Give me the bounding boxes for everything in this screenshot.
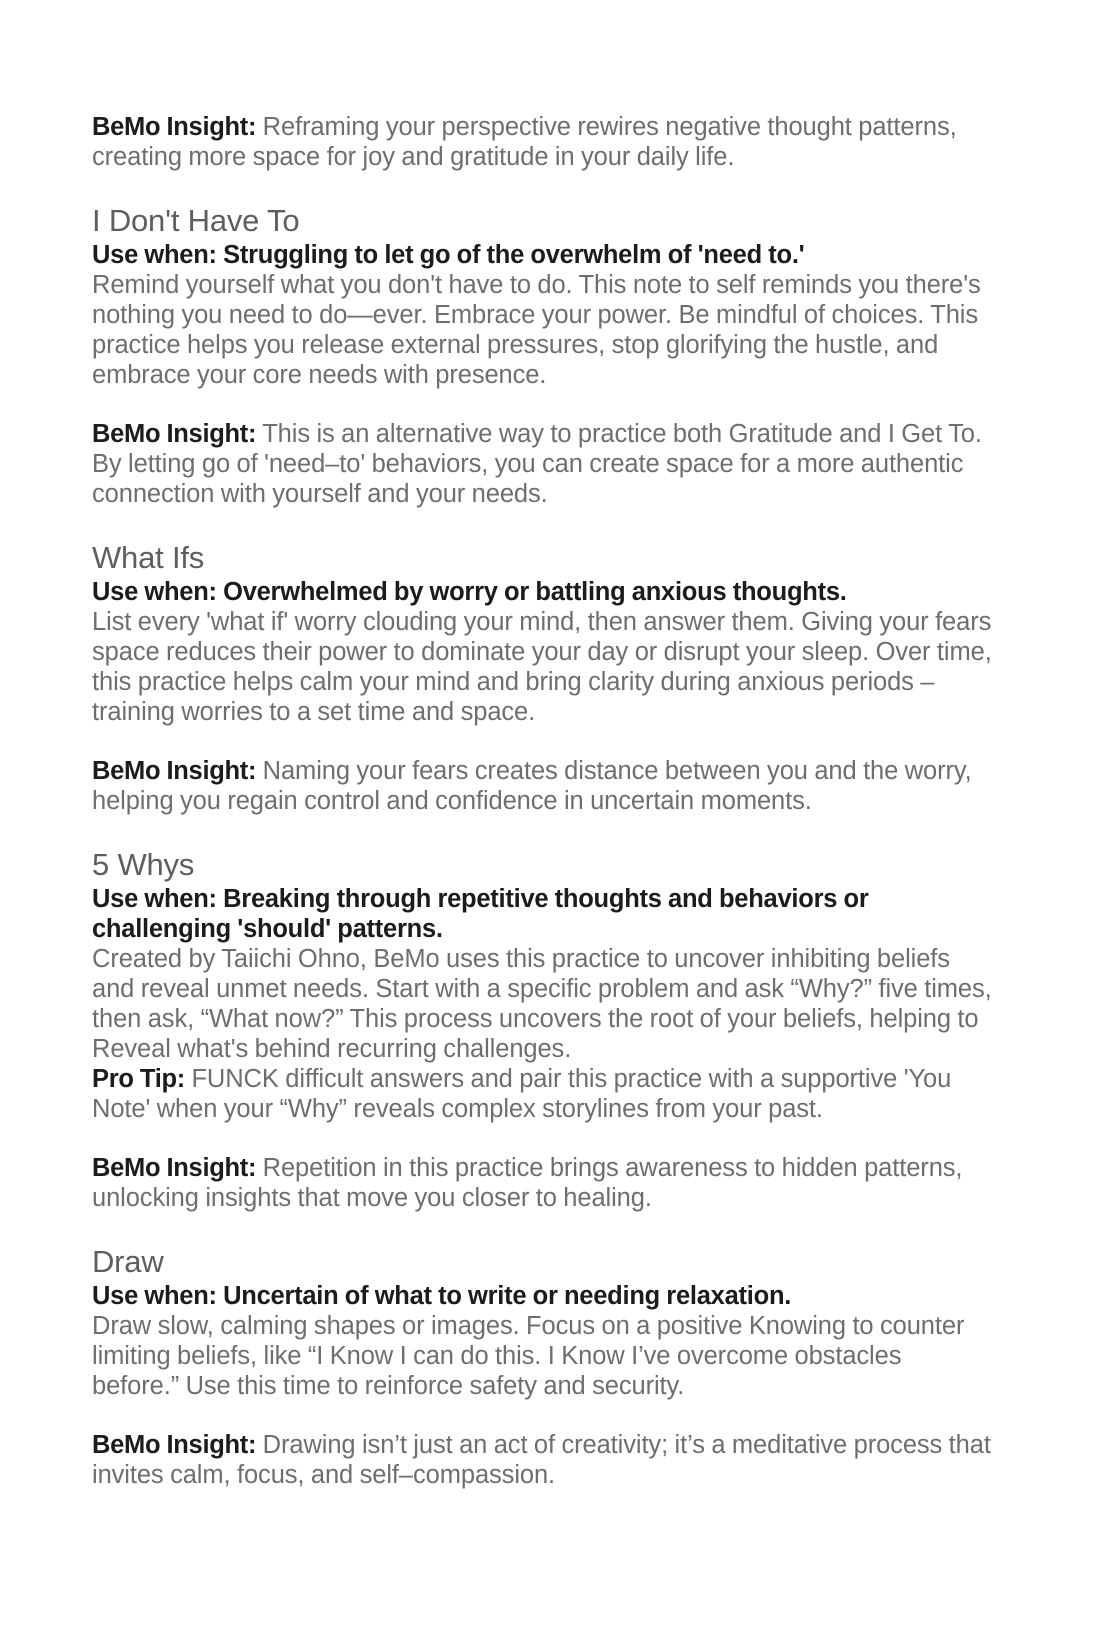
bemo-insight-label: BeMo Insight: (92, 757, 257, 785)
bemo-insight-text: This is an alternative way to practice both Gratitude and I Get To. By letting go of 'need–to' behaviors, you can create space for a more authentic connection with yourself and your needs. (92, 420, 982, 508)
bemo-insight-paragraph (92, 756, 992, 816)
section-what-ifs (92, 539, 992, 727)
bemo-insight-text: Naming your fears creates distance between you and the worry, helping you regain control and confidence in uncertain moments. (92, 757, 972, 815)
pro-tip-paragraph (92, 1064, 992, 1124)
use-when-line: Use when: Uncertain of what to write or needing relaxation. (92, 1282, 792, 1310)
section-i-dont-have-to (92, 202, 992, 390)
section-body: Remind yourself what you don't have to do. This note to self reminds you there's nothing you need to do—ever. Embrace your power. Be mindful of choices. This practice helps you release external pressures, stop glorifying the hustle, and embrace your core needs with presence. (92, 271, 981, 389)
section-body: Draw slow, calming shapes or images. Focus on a positive Knowing to counter limiting beliefs, like “I Know I can do this. I Know I’ve overcome obstacles before.” Use this time to reinforce safety and security. (92, 1312, 965, 1400)
bemo-insight-label: BeMo Insight: (92, 1431, 257, 1459)
bemo-insight-paragraph (92, 112, 992, 172)
bemo-insight-text: Drawing isn’t just an act of creativity; it’s a meditative process that invites calm, focus, and self–compassion. (92, 1431, 991, 1489)
section-body: List every 'what if' worry clouding your mind, then answer them. Giving your fears space reduces their power to dominate your day or disrupt your sleep. Over time, this practice helps calm your mind and bring clarity during anxious periods – training worries to a set time and space. (92, 608, 992, 726)
bemo-insight-text: Repetition in this practice brings awareness to hidden patterns, unlocking insights that move you closer to healing. (92, 1154, 963, 1212)
section-heading: 5 Whys (92, 847, 195, 882)
section-draw (92, 1243, 992, 1401)
bemo-insight-paragraph (92, 1153, 992, 1213)
use-when-line: Use when: Struggling to let go of the overwhelm of 'need to.' (92, 241, 805, 269)
section-heading: What Ifs (92, 540, 205, 575)
bemo-insight-label: BeMo Insight: (92, 113, 257, 141)
bemo-insight-paragraph (92, 1430, 992, 1490)
use-when-line: Use when: Overwhelmed by worry or battling anxious thoughts. (92, 578, 847, 606)
bemo-insight-label: BeMo Insight: (92, 420, 257, 448)
section-heading: Draw (92, 1244, 164, 1279)
bemo-insight-paragraph (92, 419, 992, 509)
pro-tip-text: FUNCK difficult answers and pair this practice with a supportive 'You Note' when your “Why” reveals complex storylines from your past. (92, 1065, 952, 1123)
bemo-insight-label: BeMo Insight: (92, 1154, 257, 1182)
use-when-line: Use when: Breaking through repetitive thoughts and behaviors or challenging 'should' patterns. (92, 885, 869, 943)
section-body: Created by Taiichi Ohno, BeMo uses this practice to uncover inhibiting beliefs and reveal unmet needs. Start with a specific problem and ask “Why?” five times, then ask, “What now?” This process uncovers the root of your beliefs, helping to Reveal what's behind recurring challenges. (92, 945, 992, 1063)
pro-tip-label: Pro Tip: (92, 1065, 185, 1093)
bemo-insight-text: Reframing your perspective rewires negative thought patterns, creating more space for joy and gratitude in your daily life. (92, 113, 957, 171)
document-content (92, 112, 992, 1490)
section-5-whys (92, 846, 992, 1124)
section-heading: I Don't Have To (92, 203, 300, 238)
